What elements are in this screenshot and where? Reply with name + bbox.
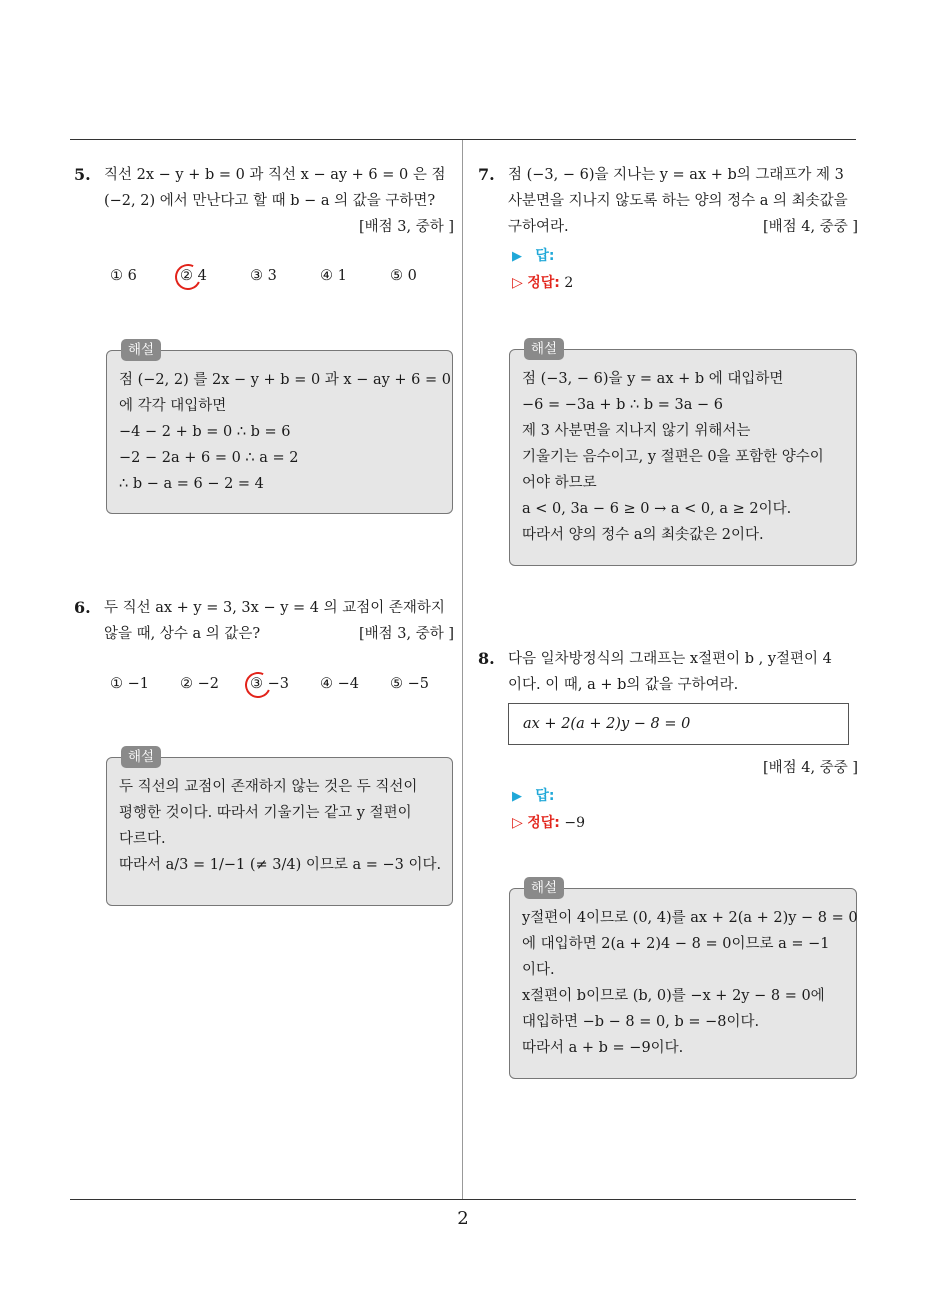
question-text [104, 595, 454, 647]
question-5 [74, 162, 454, 240]
question-text [104, 162, 454, 240]
answer-circle-mark [171, 260, 204, 293]
choice-2[interactable]: ② −2 [180, 676, 219, 692]
question-line: (−2, 2) 에서 만난다고 할 때 b − a 의 값을 구하면? [104, 193, 436, 209]
solution-line: 다르다. [119, 831, 166, 847]
answer-input-row[interactable] [512, 783, 585, 810]
play-triangle-icon: ▶ [512, 249, 522, 264]
equation-box: ax + 2(a + 2)y − 8 = 0 [508, 703, 849, 745]
solution-box-q8 [509, 880, 858, 1079]
correct-answer-row [512, 270, 573, 296]
question-line: 구하여라. [508, 219, 569, 235]
choice-2[interactable] [180, 268, 207, 284]
solution-line: 따라서 a + b = −9이다. [522, 1040, 684, 1056]
choice-4[interactable]: ④ 1 [320, 268, 347, 284]
column-divider [462, 140, 463, 1200]
score-label: [배점 3, 중하 ] [358, 626, 454, 642]
answer-input-row[interactable] [512, 243, 573, 270]
question-line: 점 (−3, − 6)을 지나는 y = ax + b의 그래프가 제 3 [508, 167, 844, 183]
choice-3[interactable]: ③ 3 [250, 268, 277, 284]
question-number: 7. [478, 165, 495, 184]
score-label: [배점 4, 중중 ] [762, 760, 858, 776]
correct-value: 2 [564, 275, 574, 291]
solution-line: 점 (−3, − 6)을 y = ax + b 에 대입하면 [522, 371, 784, 387]
solution-tag: 해설 [524, 338, 564, 360]
solution-line: −2 − 2a + 6 = 0 ∴ a = 2 [119, 450, 299, 466]
solution-line: x절편이 b이므로 (b, 0)를 −x + 2y − 8 = 0에 [522, 988, 825, 1004]
solution-line: 에 각각 대입하면 [119, 398, 227, 414]
choices-q5 [110, 268, 450, 290]
solution-box-q6 [106, 749, 453, 906]
question-line: 다음 일차방정식의 그래프는 x절편이 b , y절편이 4 [508, 651, 832, 667]
answer-label: 답: [535, 248, 555, 264]
answer-area-q8 [512, 783, 585, 836]
choice-1[interactable]: ① 6 [110, 268, 137, 284]
solution-line: 두 직선의 교점이 존재하지 않는 것은 두 직선이 [119, 779, 418, 795]
question-text [508, 162, 858, 240]
question-line: 직선 2x − y + b = 0 과 직선 x − ay + 6 = 0 은 점 [104, 167, 446, 183]
question-line: 사분면을 지나지 않도록 하는 양의 정수 a 의 최솟값을 [508, 193, 848, 209]
choice-4[interactable]: ④ −4 [320, 676, 359, 692]
correct-value: −9 [564, 815, 585, 831]
solution-tag: 해설 [121, 746, 161, 768]
correct-answer-row [512, 810, 585, 836]
solution-line: y절편이 4이므로 (0, 4)를 ax + 2(a + 2)y − 8 = 0 [522, 910, 858, 926]
question-number: 6. [74, 598, 91, 617]
question-line-with-score [508, 214, 858, 240]
choice-1[interactable]: ① −1 [110, 676, 149, 692]
solution-line: 대입하면 −b − 8 = 0, b = −8이다. [522, 1014, 760, 1030]
solution-line: 기울기는 음수이고, y 절편은 0을 포함한 양수이 [522, 449, 824, 465]
answer-circle-mark [241, 668, 274, 701]
question-6 [74, 595, 454, 647]
solution-line: ∴ b − a = 6 − 2 = 4 [119, 476, 264, 492]
play-triangle-icon: ▶ [512, 789, 522, 804]
solution-line: 따라서 a/3 = 1/−1 (≠ 3/4) 이므로 a = −3 이다. [119, 857, 442, 873]
question-line: 이다. 이 때, a + b의 값을 구하여라. [508, 677, 739, 693]
solution-line: 어야 하므로 [522, 475, 597, 491]
answer-area-q7 [512, 243, 573, 296]
outline-triangle-icon: ▷ [512, 275, 523, 291]
question-7 [478, 162, 858, 240]
top-rule [70, 139, 856, 140]
solution-tag: 해설 [524, 877, 564, 899]
question-line: 두 직선 ax + y = 3, 3x − y = 4 의 교점이 존재하지 [104, 600, 445, 616]
solution-line: 따라서 양의 정수 a의 최솟값은 2이다. [522, 527, 764, 543]
solution-line: 점 (−2, 2) 를 2x − y + b = 0 과 x − ay + 6 = 0 [119, 372, 451, 388]
score-label: [배점 4, 중중 ] [762, 219, 858, 235]
question-8 [478, 646, 858, 698]
choice-5[interactable]: ⑤ −5 [390, 676, 429, 692]
score-label: [배점 3, 중하 ] [358, 219, 454, 235]
question-line: 않을 때, 상수 a 의 값은? [104, 626, 261, 642]
solution-line: 에 대입하면 2(a + 2)4 − 8 = 0이므로 a = −1 [522, 936, 830, 952]
solution-line: −6 = −3a + b ∴ b = 3a − 6 [522, 397, 723, 413]
choices-q6 [110, 676, 450, 698]
page-number: 2 [457, 1208, 469, 1229]
solution-box-q5 [106, 342, 453, 514]
solution-line: 평행한 것이다. 따라서 기울기는 같고 y 절편이 [119, 805, 412, 821]
question-number: 8. [478, 649, 495, 668]
correct-label: 정답: [527, 275, 560, 291]
solution-line: −4 − 2 + b = 0 ∴ b = 6 [119, 424, 291, 440]
choice-3[interactable] [250, 676, 289, 692]
solution-line: 이다. [522, 962, 555, 978]
solution-tag: 해설 [121, 339, 161, 361]
question-line-with-score [104, 621, 454, 647]
solution-line: 제 3 사분면을 지나지 않기 위해서는 [522, 423, 751, 439]
choice-5[interactable]: ⑤ 0 [390, 268, 417, 284]
solution-line: a < 0, 3a − 6 ≥ 0 → a < 0, a ≥ 2이다. [522, 501, 792, 517]
outline-triangle-icon: ▷ [512, 815, 523, 831]
choice-label: ② 4 [180, 268, 207, 284]
question-text [508, 646, 858, 698]
solution-box-q7 [509, 341, 857, 566]
correct-label: 정답: [527, 815, 560, 831]
question-number: 5. [74, 165, 91, 184]
choice-label: ③ −3 [250, 676, 289, 692]
bottom-rule [70, 1199, 856, 1200]
answer-label: 답: [535, 788, 555, 804]
